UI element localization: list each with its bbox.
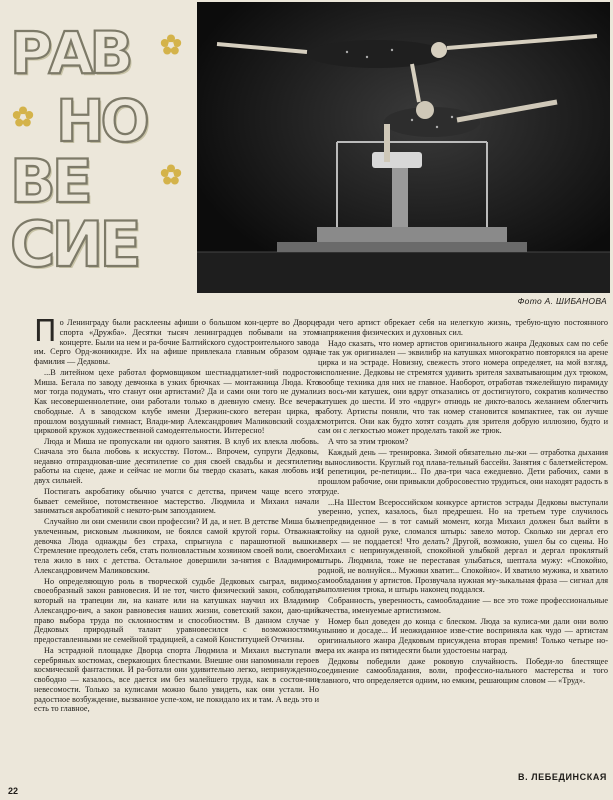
- paragraph: [34, 314, 319, 367]
- paragraph: ...В литейном цехе работал формовщиком шестнадцатилет-ний подросток Миша. Бегала по заводу девчонка в узких брючках — монтажница Люда. Кто мог тогда подумать, что станут они артистами? Да и сами они того не думали. Как несовершеннолетние, они работали только в дневную смену. Все вечера свободные. А в заводском клубе имени Дзержин-ского ветеран цирка, в прошлом воздушный гимнаст, Влади-мир Александрович Маликовский создал цирковой кружок художественной самодеятельности. Интересно!: [34, 367, 319, 436]
- paragraph: Дедковы победили даже роковую случайность. Победи-ло блестящее соединение самообладания, воли, профессио-нального мастерства и того главного, что определяется одним, но емким, решающим словом — «Труд».: [318, 656, 608, 685]
- drop-cap: П: [34, 314, 57, 349]
- paragraph-text: о Ленинграду были расклеены афиши о большом кон-церте во Дворце спорта «Дружба». Десятки тысяч ленинградцев побывали на этом концерте. Были на нем и ра-бочие Балтийского судостроительного завода им. Серго Орд-жоникидзе. Их на афише привлекала главным образом одна фамилия — Дедковы.: [34, 318, 319, 366]
- paragraph: Постигать акробатику обычно учатся с детства, причем чаще всего это бывает семейное, потомственное мастерство. Людмила и Михаил начали заниматься акробатикой с некото-рым запозданием.: [34, 486, 319, 516]
- paragraph: На эстрадной площадке Дворца спорта Людмила и Михаил выступали в серебряных костюмах, сверкающих блестками. Внешне они напоминали героев космической фантастики. И ра-ботали они удивительно легко, непринужденно, свободно — казалось, все дается им без малейшего труда, как в состоя-нии невесомости. Только за кулисами можно было увидеть, как они устали. Но радостное возбуждение, вызванное успе-хом, не покидало их и там. А ведь это и есть то главное,: [34, 645, 319, 714]
- photo-caption: Фото А. ШИБАНОВА: [517, 296, 607, 306]
- paragraph: Случайно ли они сменили свои профессии? И да, и нет. В детстве Миша был увлеченным, рисковым лыжником, не боялся самой крутой горы. Отважная девочка Люда однажды без страха, спрыгнула с парашютной вышки. Стремление преодолеть себя, стать полновластным хозяином своей воли, своего тела жило в них с детства. Остальное довершили за-нятия с Владимиром Александровичем Маликовским.: [34, 517, 319, 575]
- article-column-left: [34, 314, 319, 715]
- paragraph: Надо сказать, что номер артистов оригинального жанра Дедковых сам по себе не так уж оригинален — эквилибр на катушках многократно повторялся на арене цирка и на эстраде. Новизну, свежесть этого номера определяет, на мой взгляд, исполнение. Дедковы не стремятся удивить зрителя захватывающим дух трюком, вообще техника для них не главное. Наоборот, отработав тяжелейшую пирамиду из вось-ми катушек, они вдруг отказались от достигнутого, сократив количество катушек до шести. И это «вдруг» отнюдь не дикто-валось желанием облегчить работу. Артисты поняли, что так номер становится компактнее, так он лучше смотрится. Они как будто хотят создать для зрителя добрую иллюзию, будто и сам он с легкостью может проделать такой же трюк.: [318, 338, 608, 436]
- paragraph: Люда и Миша не пропускали ни одного занятия. В клуб их влекла любовь. Сначала это была любовь к искусству. Потом... Впрочем, супруги Дедковы, недавно отпраздновав-шие десятилетие со дня своей свадьбы и десятилетие работы на сцене, даже и сейчас не могли бы твердо сказать, какая любовь из двух сильней.: [34, 437, 319, 485]
- article-column-right: [318, 318, 608, 687]
- paragraph: Каждый день — тренировка. Зимой обязательно лы-жи — отработка дыхания и выносливости. Круглый год плава-тельный бассейн. Занятия с балетмейстером. И репетиции, ре-петиции... По два-три часа ежедневно. Дети рабочих, сами в прошлом рабочие, они привыкли добросовестно трудиться, они находят радость в труде.: [318, 447, 608, 496]
- paragraph: Собранность, уверенность, самообладание — все это тоже профессиональные качества, именуемые артистизмом.: [318, 596, 608, 615]
- flower-ornament-icon: [160, 164, 182, 186]
- title-line-3: ВЕ: [10, 147, 89, 217]
- title-line-4: СИЕ: [10, 208, 138, 281]
- flower-ornament-icon: [12, 106, 34, 128]
- paragraph: Номер был доведен до конца с блеском. Люда за кулиса-ми дали они волю унынию и досаде... И неожиданное изве-стие восприняла как чудо — артистам оригинального жанра Дедковым присуждена вторая премия! Только четыре но-мера их жанра из пятидесяти были удостоены наград.: [318, 616, 608, 655]
- paragraph: Но определяющую роль в творческой судьбе Дедковых сыграл, видимо, своеобразный закон равновесия. И не тот, чисто физический закон, соблюдать который на трапеции ли, на канате или на катушках научил их Владимир Александро-вич, а закон равновесия наших жизни, советский закон, даю-щий право выбора труда по склонностям и способностям. В данном случае у Дедковых природный талант уравновесился с возможностями, предоставленными не семейной традицией, а самой Конституцией Отчизны.: [34, 576, 319, 644]
- paragraph: А что за этим трюком?: [328, 437, 409, 446]
- acrobats-photo: [197, 2, 610, 293]
- paragraph: ради чего артист обрекает себя на нелегкую жизнь, требую-щую постоянного напряжения физических и духовных сил.: [318, 318, 608, 337]
- acrobats-balance-image: [197, 2, 610, 293]
- title-line-2: НО: [56, 87, 146, 155]
- flower-ornament-icon: [160, 34, 182, 56]
- paragraph: ...На Шестом Всероссийском конкурсе артистов эстрады Дедковы выступали уверенно, успех, казалось, был предрешен. Но на третьем туре случилось непредвиденное — в тот самый момент, когда Михаил должен был выйти в стойку на одной руке, сломался штырь: завело мотор. Сколько ни дергал его вверх — не поддается! Что делать? Другой, возможно, ушел бы со сцены. Но Михаил с непринужденной, спокойной улыбкой дергал и дергал проклятый штырь. Людмила, тоже не переставая улыбаться, шептала мужу: «Спокойно, родной, не волнуйся... Мужики хватит... Спокойно». И хватило мужика, и хватило самообладания у артистов. Прозвучала нужная му-зыкальная фраза — сигнал для выполнения трюка, и штырь наконец поддался.: [318, 497, 608, 595]
- title-line-1: РАВ: [10, 19, 130, 87]
- page-number: 22: [8, 786, 19, 796]
- author-signature: В. ЛЕБЕДИНСКАЯ: [517, 772, 607, 782]
